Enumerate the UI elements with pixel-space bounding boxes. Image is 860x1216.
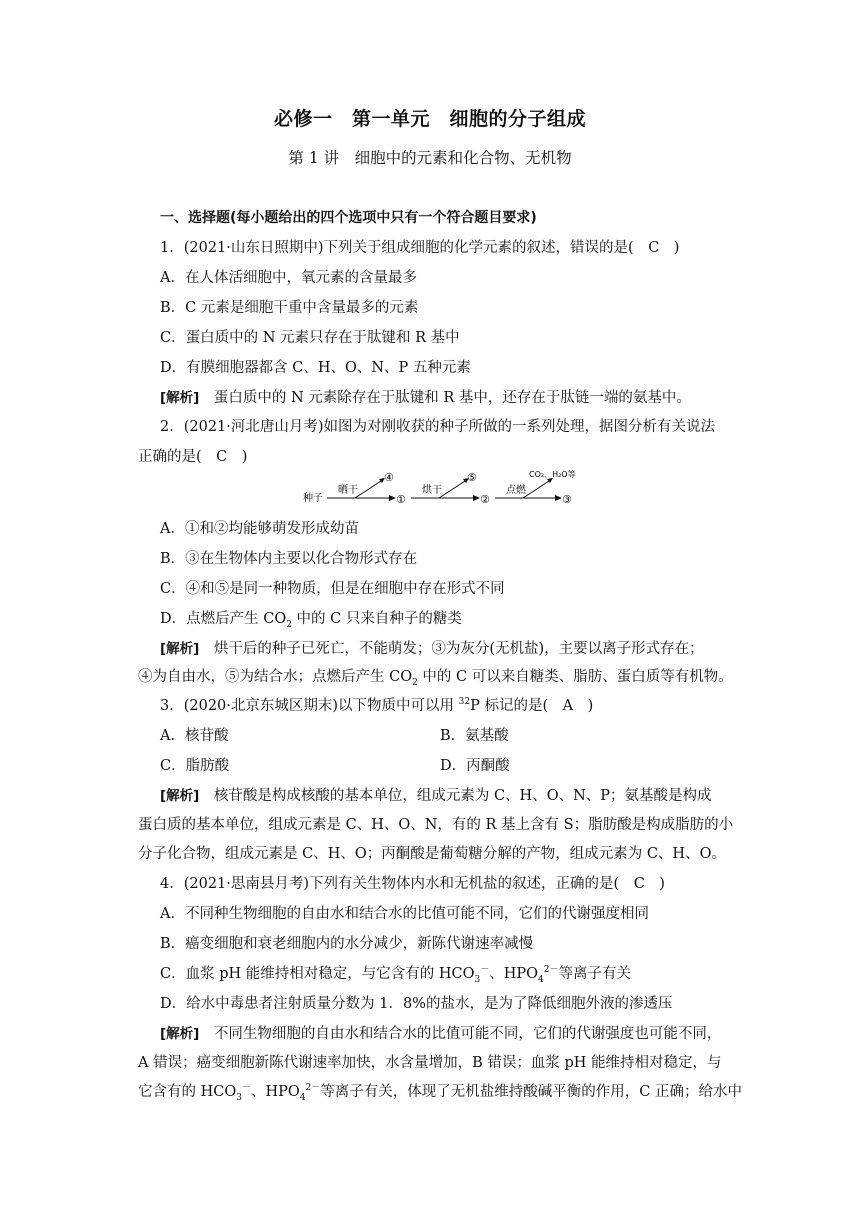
diagram-n4: ④ [384, 471, 394, 484]
q3-option-d: D．丙酮酸 [440, 758, 510, 774]
text-part: 3．(2020·北京东城区期末)以下物质中可以用 [160, 698, 459, 714]
text-part: 、HPO [251, 1084, 300, 1100]
text-part: 中的 C 可以来自糖类、脂肪、蛋白质等有机物。 [417, 669, 733, 685]
text-part: 中的 C 只来自种子的糖类 [291, 611, 462, 627]
q2-option-d [160, 607, 462, 630]
branch-line-2 [439, 481, 465, 498]
subscript: 2 [412, 677, 418, 688]
analysis-tag: [解析] [160, 788, 200, 804]
q2-option-b: B．③在生物体内主要以化合物形式存在 [160, 551, 418, 567]
branch-line-3 [523, 481, 549, 498]
branch-line-1 [355, 481, 381, 498]
text-part: 等离子有关，体现了无机盐维持酸碱平衡的作用，C 正确；给水中 [320, 1084, 742, 1100]
q1-option-b: B．C 元素是细胞干重中含量最多的元素 [160, 300, 419, 316]
q1-analysis-text: 蛋白质中的 N 元素除存在于肽键和 R 基中，还存在于肽链一端的氨基中。 [199, 390, 691, 406]
q1-stem: 1．(2021·山东日照期中)下列关于组成细胞的化学元素的叙述，错误的是( C ) [160, 240, 680, 256]
text-part: P 标记的是( A ) [470, 698, 594, 714]
subscript: 3 [474, 974, 481, 985]
q3-analysis-line2: 蛋白质的基本单位，组成元素是 C、H、O、N，有的 R 基上含有 S；脂肪酸是构成脂肪的小 [138, 817, 734, 833]
diagram-seed-label: 种子 [303, 493, 323, 504]
q4-analysis-line1 [160, 1022, 721, 1043]
q2-option-a: A．①和②均能够萌发形成幼苗 [160, 521, 359, 537]
diagram-step3-products: CO₂、H₂O等 [529, 470, 576, 479]
superscript: － [241, 1083, 251, 1094]
analysis-tag: [解析] [160, 641, 200, 657]
q1-option-c: C．蛋白质中的 N 元素只存在于肽键和 R 基中 [160, 330, 460, 346]
diagram-step1-label: 晒干 [338, 485, 358, 496]
text-part: 核苷酸是构成核酸的基本单位，组成元素为 C、H、O、N、P；氨基酸是构成 [199, 788, 712, 804]
diagram-step2-label: 烘干 [422, 485, 442, 496]
text-part: 、HPO [489, 966, 539, 982]
diagram-step3-label: 点燃 [506, 485, 526, 496]
q3-analysis-line1 [160, 784, 712, 805]
q3-option-c: C．脂肪酸 [160, 758, 230, 774]
superscript: 32 [458, 697, 471, 708]
q2-analysis-line2 [138, 665, 733, 688]
q4-analysis-line2: A 错误；癌变细胞新陈代谢速率加快，水含量增加，B 错误；血浆 pH 能维持相对稳定，与 [138, 1055, 722, 1071]
subscript: 2 [286, 619, 292, 630]
q3-option-a: A．核苷酸 [160, 728, 229, 744]
subscript: 3 [236, 1092, 242, 1103]
subscript: 4 [299, 1092, 306, 1103]
text-part: 等离子有关 [558, 966, 631, 982]
diagram-n3: ③ [562, 493, 572, 506]
q2-stem-line2: 正确的是( C ) [138, 449, 248, 465]
q4-analysis-line3 [138, 1080, 742, 1103]
q2-stem-line1: 2．(2021·河北唐山月考)如图为对刚收获的种子所做的一系列处理，据图分析有关说法 [160, 419, 716, 435]
arrow-head-3 [555, 495, 562, 501]
analysis-tag: [解析] [160, 1026, 200, 1042]
page-title: 必修一 第一单元 细胞的分子组成 [273, 108, 586, 130]
text-part: 不同生物细胞的自由水和结合水的比值可能不同，它们的代谢强度也可能不同， [199, 1026, 722, 1042]
q3-option-b: B．氨基酸 [440, 728, 509, 744]
analysis-tag: [解析] [160, 390, 200, 406]
q3-stem [160, 694, 593, 715]
arrow-head-2 [473, 495, 480, 501]
q4-option-a: A．不同种生物细胞的自由水和结合水的比值可能不同，它们的代谢强度相同 [160, 906, 649, 922]
q3-analysis-line3: 分子化合物，组成元素是 C、H、O；丙酮酸是葡萄糖分解的产物，组成元素为 C、H、O。 [138, 846, 726, 862]
q1-option-d: D．有膜细胞器都含 C、H、O、N、P 五种元素 [160, 360, 471, 376]
superscript: 2－ [543, 965, 559, 976]
diagram-n1: ① [396, 493, 406, 506]
q2-analysis-line1 [160, 637, 704, 658]
q4-option-c [160, 962, 631, 985]
lesson-subtitle: 第 1 讲 细胞中的元素和化合物、无机物 [288, 149, 572, 167]
text-part: C．血浆 pH 能维持相对稳定，与它含有的 HCO [160, 966, 475, 982]
subscript: 4 [538, 974, 544, 985]
text-part: 它含有的 HCO [138, 1084, 237, 1100]
q4-option-b: B．癌变细胞和衰老细胞内的水分减少，新陈代谢速率减慢 [160, 936, 534, 952]
diagram-n2: ② [480, 493, 490, 506]
arrow-head-1 [389, 495, 396, 501]
q1-option-a: A．在人体活细胞中，氧元素的含量最多 [160, 270, 417, 286]
superscript: 2－ [305, 1083, 321, 1094]
seed-processing-diagram [303, 467, 583, 509]
text-part: 烘干后的种子已死亡，不能萌发；③为灰分(无机盐)，主要以离子形式存在； [199, 641, 704, 657]
text-part: D．点燃后产生 CO [160, 611, 287, 627]
diagram-n5: ⑤ [467, 471, 477, 484]
q4-stem: 4．(2021·思南县月考)下列有关生物体内水和无机盐的叙述，正确的是( C ) [160, 876, 665, 892]
q2-option-c: C．④和⑤是同一种物质，但是在细胞中存在形式不同 [160, 581, 505, 597]
superscript: － [480, 965, 490, 976]
text-part: ④为自由水，⑤为结合水；点燃后产生 CO [138, 669, 413, 685]
q1-analysis [160, 386, 691, 407]
q4-option-d: D．给水中毒患者注射质量分数为 1．8%的盐水，是为了降低细胞外液的渗透压 [160, 996, 673, 1012]
section-heading: 一、选择题(每小题给出的四个选项中只有一个符合题目要求) [160, 210, 537, 226]
